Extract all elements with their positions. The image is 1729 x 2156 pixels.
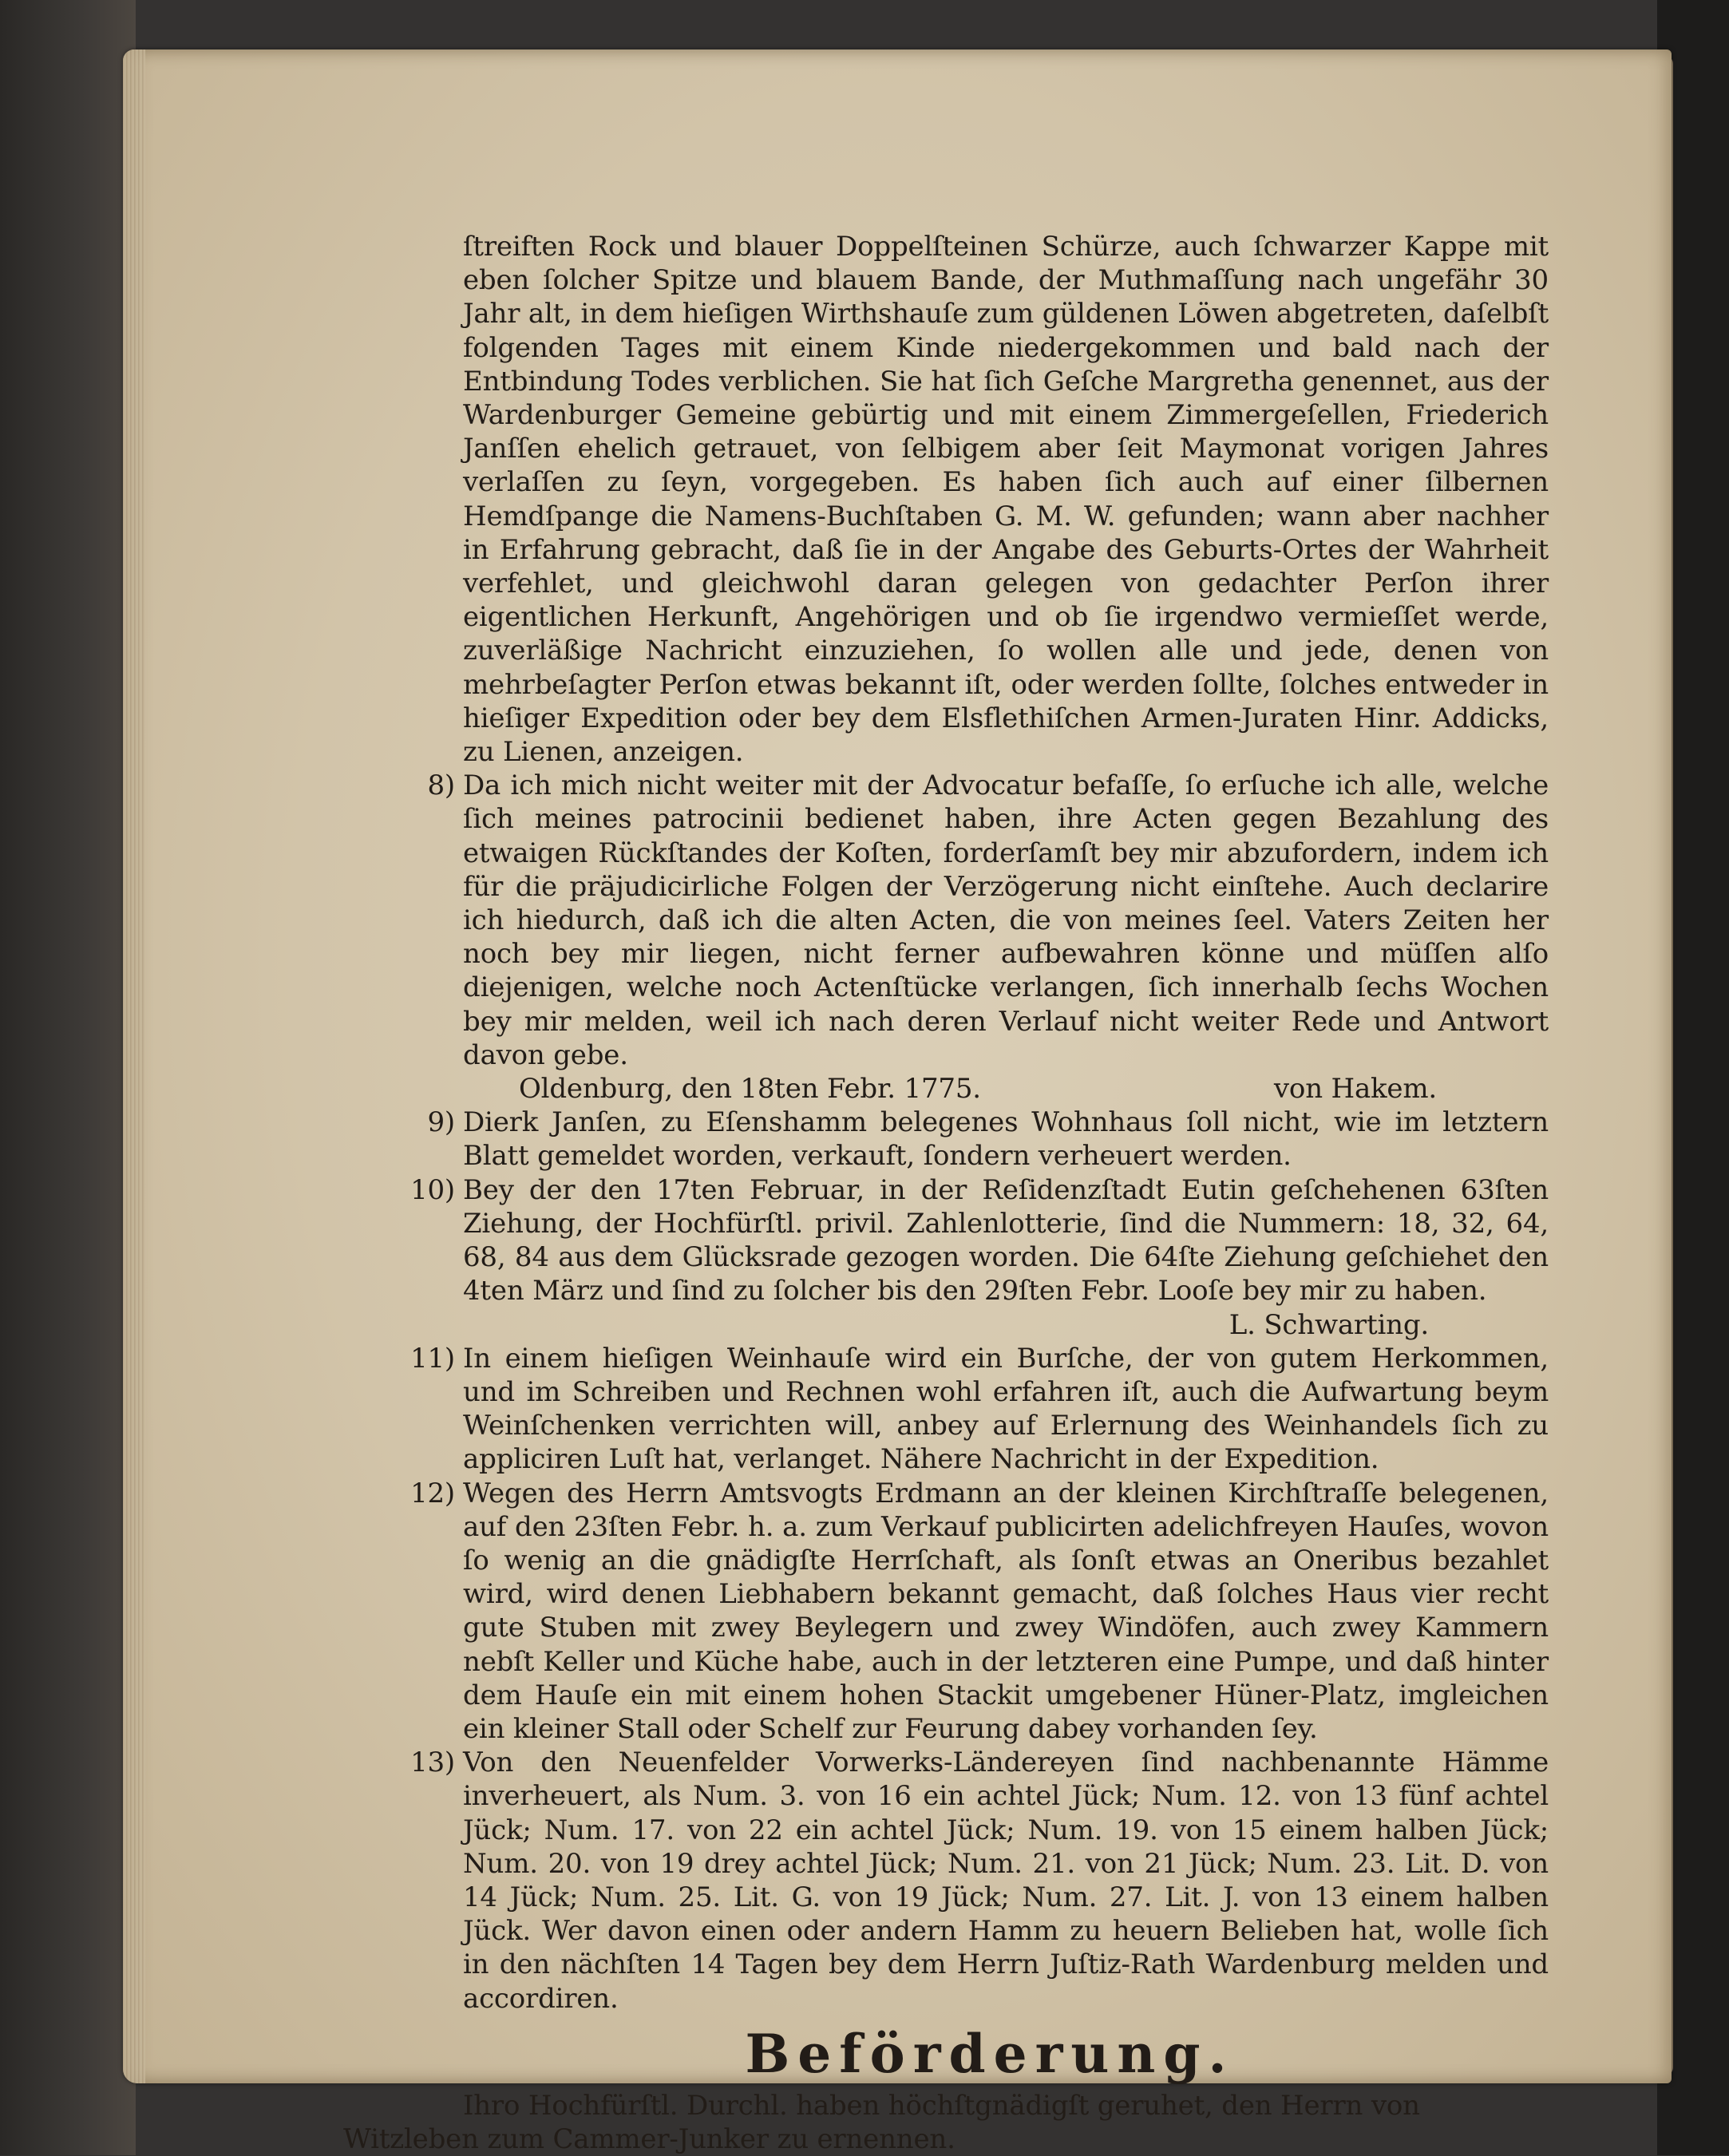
notice-text: Da ich mich nicht weiter mit der Advocatur befaſſe, ſo erſuche ich alle, welche ſich meines patrocinii bedienet haben, ihre Acten gegen Bezahlung des etwaigen Rückſtandes der Koſten, forderſamſt bey mir abzufordern, indem ich für die präjudicirliche Folgen der Verzögerung nicht einſtehe. Auch declarire ich hiedurch, daß ich die alten Acten, die von meines ſeel. Vaters Zeiten her noch bey mir liegen, nicht ferner aufbewahren könne und müſſen alſo diejenigen, welche noch Actenſtücke verlangen, ſich innerhalb ſechs Wochen bey mir melden, weil ich nach deren Verlauf nicht weiter Rede und Antwort davon gebe. [463,769,1549,1071]
notice-signature: L. Schwarting. [1228,1308,1429,1341]
notice-text: Von den Neuenfelder Vorwerks-Ländereyen ſind nachbenannte Hämme inverheuert, als Num. 3. von 16 ein achtel Jück; Num. 12. von 13 fünf achtel Jück; Num. 17. von 22 ein achtel Jück; Num. 19. von 15 einem halben Jück; Num. 20. von 19 drey achtel Jück; Num. 21. von 21 Jück; Num. 23. Lit. D. von 14 Jück; Num. 25. Lit. G. von 19 Jück; Num. 27. Lit. J. von 13 einem halben Jück. Wer davon einen oder andern Hamm zu heuern Belieben hat, wolle ſich in den nächſten 14 Tagen bey dem Herrn Juſtiz-Rath Wardenburg melden und accordiren. [463,1747,1549,2015]
notice-9 [427,1106,1549,1173]
notice-10 [410,1173,1549,1342]
notice-text: Dierk Janſen, zu Eſenshamm belegenes Wohnhaus ſoll nicht, wie im letztern Blatt gemeldet worden, verkauft, ſondern verheuert werden. [463,1106,1549,1173]
page-text-column [343,230,1549,2156]
notice-number: 8) [427,769,455,802]
page-stack-edges [123,49,145,2083]
notice-12 [410,1477,1549,1747]
notice-number: 10) [410,1173,455,1206]
notice-text: In einem hieſigen Weinhauſe wird ein Burſche, der von gutem Herkommen, und im Schreiben und Rechnen wohl erfahren iſt, auch die Aufwartung beym Weinſchenken verrichten will, anbey auf Erlernung des Weinhandels ſich zu appliciren Luſt hat, verlanget. Nähere Nachricht in der Expedition. [463,1342,1549,1476]
notice-number: 12) [410,1477,455,1509]
notice-8 [427,769,1549,1106]
final-paragraph-text: Ihro Hochfürſtl. Durchl. haben höchſtgnädigſt geruhet, den Herrn von Witzleben zum Cammer-Junker zu ernennen. [343,2089,1420,2155]
continuation-paragraph: ſtreiften Rock und blauer Doppelſteinen Schürze, auch ſchwarzer Kappe mit eben ſolcher Spitze und blauem Bande, der Muthmaſſung nach ungefähr 30 Jahr alt, in dem hieſigen Wirthshauſe zum güldenen Löwen abgetreten, daſelbſt folgenden Tages mit einem Kinde niedergekommen und bald nach der Entbindung Todes verblichen. Sie hat ſich Geſche Margretha genennet, aus der Wardenburger Gemeine gebürtig und mit einem Zimmergeſellen, Friederich Janſſen ehelich getrauet, von ſelbigem aber ſeit Maymonat vorigen Jahres verlaſſen zu ſeyn, vorgegeben. Es haben ſich auch auf einer ſilbernen Hemdſpange die Namens-Buchſtaben G. M. W. gefunden; wann aber nachher in Erfahrung gebracht, daß ſie in der Angabe des Geburts-Ortes der Wahrheit verfehlet, und gleichwohl daran gelegen von gedachter Perſon ihrer eigentlichen Herkunft, Angehörigen und ob ſie irgendwo vermieſſet werde, zuverläßige Nachricht einzuziehen, ſo wollen alle und jede, denen von mehrbeſagter Perſon etwas bekannt iſt, oder werden ſollte, ſolches entweder in hieſiger Expedition oder bey dem Elsflethiſchen Armen-Juraten Hinr. Addicks, zu Lienen, anzeigen. [463,231,1549,769]
notice-dateline [463,1072,1549,1106]
notice-text: Bey der den 17ten Februar, in der Reſidenzſtadt Eutin geſchehenen 63ſten Ziehung, der Hochfürſtl. privil. Zahlenlotterie, ſind die Nummern: 18, 32, 64, 68, 84 aus dem Glücksrade gezogen worden. Die 64ſte Ziehung geſchiehet den 4ten März und ſind zu ſolcher bis den 29ſten Febr. Looſe bey mir zu haben. [463,1173,1549,1307]
scan-background-left [0,0,136,2155]
notice-13 [410,1746,1549,2016]
notice-text: Wegen des Herrn Amtsvogts Erdmann an der kleinen Kirchſtraſſe belegenen, auf den 23ſten Febr. h. a. zum Verkauf publicirten adelichfreyen Hauſes, wovon ſo wenig an die gnädigſte Herrſchaft, als ſonſt etwas an Oneribus bezahlet wird, wird denen Liebhabern bekannt gemacht, daß ſolches Haus vier recht gute Stuben mit zwey Beylegern und zwey Windöfen, auch zwey Kammern nebſt Keller und Küche habe, auch in der letzteren eine Pumpe, und daß hinter dem Hauſe ein mit einem hohen Stackit umgebener Hüner-Platz, imgleichen ein kleiner Stall oder Schelf zur Feurung dabey vorhanden ſey. [463,1477,1549,1745]
notice-signature: von Hakem. [1273,1073,1437,1106]
notice-number: 11) [410,1342,455,1375]
section-heading: Beförderung. [745,2022,1235,2085]
notice-number: 9) [427,1106,455,1139]
final-paragraph [343,2089,1549,2156]
notice-number: 13) [410,1747,455,1779]
notice-11 [410,1342,1549,1477]
notice-place-date: Oldenburg, den 18ten Febr. 1775. [519,1073,981,1106]
